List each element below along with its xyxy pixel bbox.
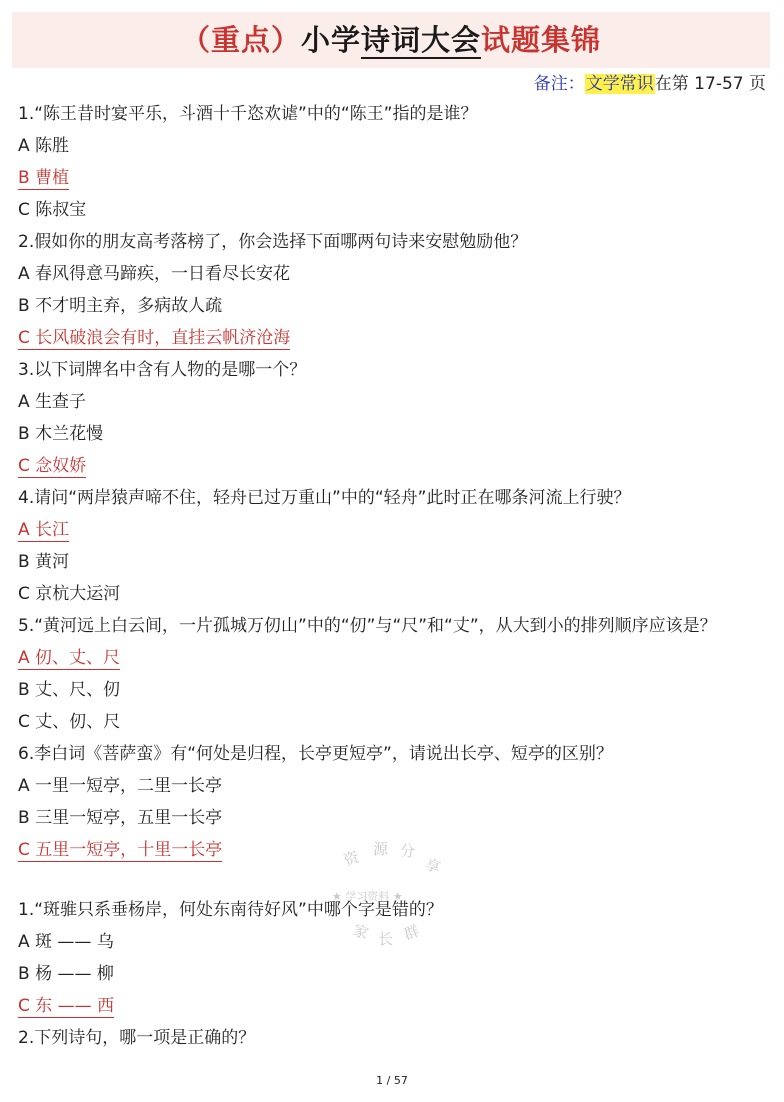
answer-option-text: C 念奴娇 [18, 456, 87, 476]
option-text [18, 674, 778, 706]
option-text [18, 958, 778, 990]
line-text: B 黄河 [18, 552, 70, 572]
option-text [18, 130, 778, 162]
line-text: 5.“黄河远上白云间，一片孤城万仞山”中的“仞”与“尺”和“丈”，从大到小的排列顺序应该是？ [18, 616, 717, 636]
answer-option-text: A 长江 [18, 520, 70, 540]
answer-option-text: C 五里一短亭，十里一长亭 [18, 840, 223, 860]
option-text [18, 546, 778, 578]
line-text: B 丈、尺、仞 [18, 680, 121, 700]
remark-highlight: 文学常识 [585, 74, 654, 94]
line-text: A 春风得意马蹄疾，一日看尽长安花 [18, 264, 291, 284]
option-text [18, 578, 778, 610]
line-text: B 杨 —— 柳 [18, 964, 114, 984]
svg-text:源: 源 [373, 840, 389, 858]
option-text [18, 926, 778, 958]
line-text: B 三里一短亭，五里一长亭 [18, 808, 223, 828]
option-text [18, 258, 778, 290]
answer-option-text: A 仞、丈、尺 [18, 648, 121, 668]
question-text [18, 226, 778, 258]
line-text: 2.假如你的朋友高考落榜了，你会选择下面哪两句诗来安慰勉励他？ [18, 232, 528, 252]
svg-text:★ 学习资料 ★: ★ 学习资料 ★ [332, 890, 403, 903]
question-text [18, 894, 778, 926]
svg-text:分: 分 [400, 842, 416, 860]
line-text: 4.请问“两岸猿声啼不住，轻舟已过万重山”中的“轻舟”此时正在哪条河流上行驶？ [18, 488, 631, 508]
remark-note [534, 72, 766, 96]
option-text [18, 386, 778, 418]
remark-page-range: 在第 17-57 页 [654, 74, 766, 94]
answer-option [18, 990, 778, 1022]
answer-option [18, 514, 778, 546]
option-text [18, 290, 778, 322]
line-text: C 京杭大运河 [18, 584, 121, 604]
question-text [18, 1022, 778, 1054]
svg-text:享: 享 [422, 854, 443, 877]
svg-text:长: 长 [378, 930, 394, 948]
line-text: A 一里一短亭，二里一长亭 [18, 776, 223, 796]
option-text [18, 194, 778, 226]
line-text: C 丈、仞、尺 [18, 712, 121, 732]
remark-label: 备注： [533, 74, 585, 94]
title-part-key: （重点） [180, 23, 301, 57]
answer-option-text: C 长风破浪会有时，直挂云帆济沧海 [18, 328, 291, 348]
svg-text:群: 群 [401, 921, 422, 944]
answer-option-text: C 东 —— 西 [18, 996, 115, 1016]
answer-option [18, 322, 778, 354]
line-text: 2.下列诗句，哪一项是正确的？ [18, 1028, 256, 1048]
answer-option [18, 642, 778, 674]
line-text: A 斑 —— 乌 [18, 932, 114, 952]
answer-option-text: B 曹植 [18, 168, 70, 188]
question-text [18, 98, 778, 130]
question-text [18, 482, 778, 514]
svg-text:资: 资 [341, 847, 362, 870]
option-text [18, 770, 778, 802]
svg-text:家: 家 [350, 920, 371, 943]
question-text [18, 738, 778, 770]
line-text: 1.“陈王昔时宴平乐，斗酒十千恣欢谑”中的“陈王”指的是谁？ [18, 104, 478, 124]
line-text: C 陈叔宝 [18, 200, 87, 220]
line-text: 1.“斑骓只系垂杨岸，何处东南待好风”中哪个字是错的？ [18, 900, 443, 920]
title-part-collection: 试题集锦 [481, 23, 602, 57]
title-part-contest: 诗词大会 [361, 23, 482, 57]
question-text [18, 354, 778, 386]
option-text [18, 802, 778, 834]
line-text: 3.以下词牌名中含有人物的是哪一个？ [18, 360, 307, 380]
answer-option [18, 834, 778, 866]
question-text [18, 610, 778, 642]
line-text: A 陈胜 [18, 136, 70, 156]
line-text: 6.李白词《菩萨蛮》有“何处是归程，长亭更短亭”，请说出长亭、短亭的区别？ [18, 744, 613, 764]
line-text: A 生查子 [18, 392, 87, 412]
line-text: B 不才明主弃，多病故人疏 [18, 296, 223, 316]
option-text [18, 418, 778, 450]
line-text: B 木兰花慢 [18, 424, 104, 444]
answer-option [18, 162, 778, 194]
question-list [18, 98, 778, 1054]
option-text [18, 706, 778, 738]
title-part-school: 小学 [300, 23, 361, 57]
page-title [12, 12, 770, 68]
page-number: 1 / 57 [376, 1074, 408, 1087]
answer-option [18, 450, 778, 482]
section-spacer [18, 866, 778, 894]
